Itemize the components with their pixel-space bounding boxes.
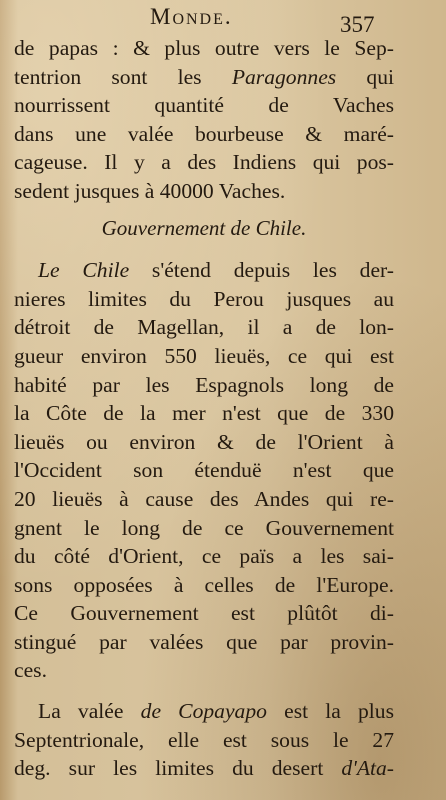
italic-place-name: Paragonnes (231, 64, 337, 89)
text-line: sons opposées à celles de l'Europe. (14, 572, 394, 597)
text-line: l'Occident son étenduë n'est que (14, 458, 394, 483)
italic-place-name: Le Chile (38, 258, 130, 283)
text-line: Septentrionale, elle est sous le 27 (14, 727, 394, 752)
text-line: habité par les Espagnols long de (14, 372, 394, 397)
text-line: de papas : & plus outre vers le Sep- (14, 36, 394, 60)
text-line: Le Chile s'étend depuis les der- (38, 258, 394, 283)
text-line: du côté d'Orient, ce païs a les sai- (14, 544, 394, 569)
text-line: la Côte de la mer n'est que de 330 (14, 401, 394, 426)
text-line: Ce Gouvernement est plûtôt di- (14, 601, 394, 626)
text-line: sedent jusques à 40000 Vaches. (14, 178, 286, 203)
italic-place-name: de Copayapo (140, 699, 267, 724)
page-body (14, 34, 394, 783)
text-line: cageuse. Il y a des Indiens qui pos- (14, 150, 394, 175)
paragraph-chile (14, 256, 394, 685)
text-line: ces. (14, 658, 47, 683)
page-header (0, 4, 446, 36)
running-head: Monde. (150, 4, 233, 29)
section-title: Gouvernement de Chile. (101, 215, 307, 240)
page-number: 357 (340, 12, 375, 37)
text-line: gueur environ 550 lieuës, ce qui est (14, 343, 394, 368)
text-line: stingué par valées que par provin- (14, 629, 394, 654)
text-line: lieuës ou environ & de l'Orient à (14, 429, 394, 454)
text-line: deg. sur les limites du desert d'Ata- (14, 756, 394, 781)
text-line: détroit de Magellan, il a de lon- (14, 315, 394, 340)
text-line: nieres limites du Perou jusques au (14, 286, 394, 311)
paragraph-spacer (14, 685, 394, 697)
paragraph-paragonnes (14, 34, 394, 206)
text-line: La valée de Copayapo est la plus (38, 699, 394, 724)
text-line: tentrion sont les Paragonnes qui (14, 64, 394, 89)
text-line: gnent le long de ce Gouvernement (14, 515, 394, 540)
paragraph-copayapo (14, 697, 394, 783)
text-line: 20 lieuës à cause des Andes qui re- (14, 486, 394, 511)
text-line: nourrissent quantité de Vaches (14, 93, 394, 118)
italic-place-name: d'Ata- (341, 756, 394, 781)
text-line: dans une valée bourbeuse & maré- (14, 121, 394, 146)
